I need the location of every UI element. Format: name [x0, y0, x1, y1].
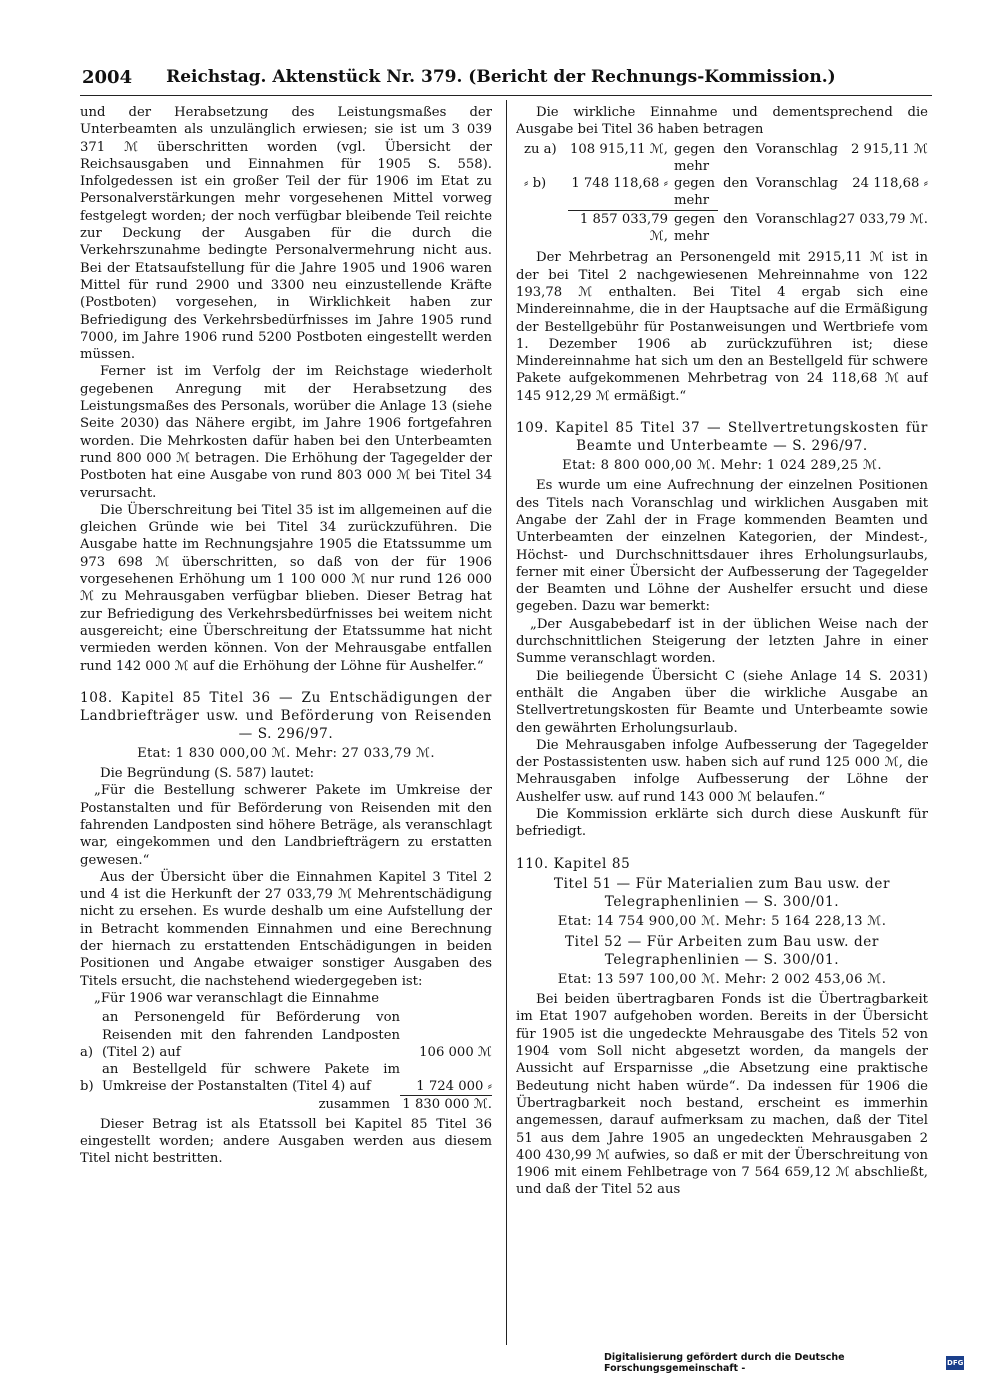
paragraph: Bei beiden übertragbaren Fonds ist die Übertragbarkeit im Etat 1907 aufgehoben worden. Bereits in der Übersicht für 1905 ist die ungedeckte Mehrausgabe des Titels 52 von 1904 vom Soll nicht abgesetzt worden, da mangels der Aussicht auf Ersparnisse „die Absetzung eine praktische Bedeutung nicht haben würde“. Da indessen für 1906 die Übertragbarkeit noch bestand, erscheint es immerhin angemessen, darauf aufmerksam zu machen, daß der Titel 51 aus dem Jahre 1905 an ungedeckten Mehrausgaben 2 400 430,99 ℳ aufwies, so daß er mit der Überschreitung von 1906 mit einem Fehlbetrage von 7 564 659,12 ℳ abschließt, und daß der Titel 52 aus [516, 992, 928, 1198]
right-column [516, 104, 928, 1344]
paragraph: Die Mehrausgaben infolge Aufbesserung der Tagegelder der Postassistenten usw. haben sich auf rund 125 000 ℳ, die Mehrausgaben infolge Aufbesserung der Löhne der Aushelfer usw. auf rund 143 000 ℳ belaufen.“ [516, 737, 928, 805]
paragraph: Ferner ist im Verfolg der im Reichstage wiederholt gegebenen Anregung mit der Herabsetzung des Leistungsmaßes des Personals, worüber die Anlage 13 (siehe Seite 2030) das Nähere ergibt, im Jahre 1906 fortgefahren worden. Die Mehrkosten dafür haben bei den Unterbeamten rund 800 000 ℳ betragen. Die Erhöhung der Tagegelder der Postboten hat eine Ausgabe von rund 803 000 ℳ bei Titel 34 verursacht. [80, 364, 492, 501]
actual-income-calc [524, 141, 928, 246]
calc-amount: 108 915,11 ℳ, [570, 141, 668, 157]
calc-label: zu a) [524, 141, 557, 157]
row-amount: 1 724 000 ⸗ [416, 1078, 492, 1094]
calc-total-diff: 27 033,79 ℳ. [838, 211, 928, 227]
row-text: an Bestellgeld für schwere Pakete im Umkreise der Postanstalten (Titel 4) auf [102, 1062, 400, 1095]
page-header [82, 62, 932, 92]
quotation: „Für die Bestellung schwerer Pakete im Umkreise der Postanstalten und für Beförderung von Reisenden mit den fahrenden Landposten sind höhere Beträge, als veranschlagt war, eingekommen und den Landbriefträgern zu erstatten gewesen.“ [80, 783, 492, 868]
paragraph: Die Kommission erklärte sich durch diese Auskunft für befriedigt. [516, 806, 928, 840]
section-110-title-52: Titel 52 — Für Arbeiten zum Bau usw. der Telegraphenlinien — S. 300/01. [564, 933, 880, 968]
section-110-title-51: Titel 51 — Für Materialien zum Bau usw. der Telegraphenlinien — S. 300/01. [553, 875, 891, 910]
quotation: „Der Ausgabebedarf ist in der üblichen Weise nach der durchschnittlichen Steigerung der letzten Jahre in einer Summe veranschlagt worden. [516, 616, 928, 667]
section-110-etat-52: Etat: 13 597 100,00 ℳ. Mehr: 2 002 453,06 ℳ. [557, 971, 887, 987]
table-row [80, 1009, 492, 1061]
section-108-etat: Etat: 1 830 000,00 ℳ. Mehr: 27 033,79 ℳ. [137, 745, 435, 761]
paragraph: Die Überschreitung bei Titel 35 ist im allgemeinen auf die gleichen Gründe wie bei Titel 34 zurückzuführen. Die Ausgabe hatte im Rechnungsjahre 1905 die Etatssumme um 973 698 ℳ überschritten, so daß von der für 1906 vorgesehenen Erhöhung um 1 100 000 ℳ nur rund 126 000 ℳ zu Mehrausgaben verfügbar blieben. Dieser Betrag hat zur Befriedigung des Verkehrsbedürfnisses bei weitem nicht ausgereicht; eine Überschreitung der Etatssumme hat nicht vermieden werden können. Von der Mehrausgabe entfallen rund 142 000 ℳ auf die Erhöhung der Löhne für Aushelfer.“ [80, 502, 492, 674]
calc-text: gegen den Voranschlag mehr [674, 141, 838, 174]
calc-total-amount: 1 857 033,79 ℳ, [579, 211, 668, 245]
table-row [80, 1061, 492, 1096]
paragraph: Die wirkliche Einnahme und dementsprechend die Ausgabe bei Titel 36 haben betragen [516, 105, 928, 138]
paragraph: Aus der Übersicht über die Einnahmen Kapitel 3 Titel 2 und 4 ist die Herkunft der 27 033,79 ℳ Mehrentschädigung nicht zu ersehen. Es wurde deshalb um eine Aufstellung der in Betracht kommenden Einnahmen und eine Berechnung der hiernach zu erstattenden Entschädigungen in beiden Positionen und Angabe etwaiger sonstiger Ausgaben des Titels ersucht, die nachstehend wiedergegeben ist: [80, 869, 492, 989]
section-110-etat-51: Etat: 14 754 900,00 ℳ. Mehr: 5 164 228,13 ℳ. [557, 913, 887, 929]
section-109-etat: Etat: 8 800 000,00 ℳ. Mehr: 1 024 289,25 ℳ. [562, 458, 882, 474]
running-title: Reichstag. Aktenstück Nr. 379. (Bericht der Rechnungs-Kommission.) [166, 67, 836, 87]
table-sum-row [80, 1096, 492, 1114]
sum-amount: 1 830 000 ℳ. [400, 1096, 492, 1114]
paragraph: Dieser Betrag ist als Etatssoll bei Kapitel 85 Titel 36 eingestellt worden; andere Ausgaben werden aus diesem Titel nicht bestritten. [80, 1116, 492, 1167]
credit-text: Digitalisierung gefördert durch die Deutsche Forschungsgemeinschaft - [604, 1352, 845, 1374]
sum-label: zusammen [318, 1097, 390, 1113]
estimate-table [80, 1009, 492, 1113]
row-amount: 106 000 ℳ [419, 1044, 492, 1060]
calc-diff: 24 118,68 ⸗ [852, 176, 928, 192]
calc-row [524, 141, 928, 176]
paragraph: und der Herabsetzung des Leistungsmaßes der Unterbeamten als unzulänglich erwiesen; sie ist um 3 039 371 ℳ überschritten worden (vgl. Übersicht der Reichsausgaben und Einnahmen für 1905 S. 558). Infolgedessen ist ein großer Teil der für 1906 im Etat zu Personalverstärkungen mehr vorgesehenen Mittel vorweg festgelegt worden; der noch verfügbar bleibende Teil reichte zur Deckung der Ausgaben für die durch die Verkehrszunahme bedingte Personalvermehrung nicht aus. Bei der Etatsaufstellung für die Jahre 1905 und 1906 waren Mittel für rund 2900 und 3300 neu einzustellende Kräfte (Postboten) vorgesehen, in Wirklichkeit haben zur Befriedigung des Verkehrsbedürfnisses im Jahre 1905 rund 7000, im Jahre 1906 rund 5200 Postboten eingestellt werden müssen. [80, 105, 492, 363]
calc-label: ⸗ b) [524, 176, 547, 192]
page-number: 2004 [82, 66, 133, 88]
calc-text: gegen den Voranschlag mehr [674, 176, 838, 209]
column-divider [506, 100, 507, 1345]
calc-amount: 1 748 118,68 ⸗ [571, 176, 668, 192]
left-column [80, 104, 492, 1344]
section-108-heading: 108. Kapitel 85 Titel 36 — Zu Entschädigungen der Landbriefträger usw. und Beförderung von Reisenden — S. 296/97. [80, 689, 492, 742]
paragraph: Der Mehrbetrag an Personengeld mit 2915,11 ℳ ist in der bei Titel 2 nachgewiesenen Mehreinnahme von 122 193,78 ℳ enthalten. Bei Titel 4 ergab sich eine Mindereinnahme, die in der Hauptsache auf die Ermäßigung der Bestellgebühr für Postanweisungen und Wertbriefe vom 1. Dezember 1906 ab zurückzuführen ist; diese Mindereinnahme hat sich um den an Bestellgeld für schwere Pakete aufgekommenen Mehrbetrag von 24 118,68 ℳ auf 145 912,29 ℳ ermäßigt.“ [516, 250, 928, 404]
section-109-heading: 109. Kapitel 85 Titel 37 — Stellvertretungskosten für Beamte und Unterbeamte — S. 296/97. [516, 420, 928, 455]
header-rule [80, 95, 932, 96]
calc-row [524, 175, 928, 210]
digitization-credit [604, 1354, 964, 1372]
paragraph: Die Begründung (S. 587) lautet: [100, 766, 315, 782]
row-label: b) [80, 1079, 94, 1095]
calc-total-row [524, 211, 928, 246]
dfg-logo-icon: DFG [946, 1356, 964, 1370]
paragraph: Die beiliegende Übersicht C (siehe Anlage 14 S. 2031) enthält die Angaben über die wirkliche Ausgabe an Stellvertretungskosten für Beamte und Unterbeamte sowie den gewährten Erholungsurlaub. [516, 668, 928, 736]
paragraph: Es wurde um eine Aufrechnung der einzelnen Positionen des Titels nach Voranschlag und wirklichen Ausgaben mit Angabe der Zahl der in Frage kommenden Beamten und Unterbeamten der einzelnen Kategorien, der Mindest-, Höchst- und Durchschnittsdauer ihres Erholungsurlaubs, ferner mit einer Übersicht der Aufbesserung der Tagegelder der Beamten und Löhne der Aushelfer ersucht und diese gegeben. Dazu war bemerkt: [516, 478, 928, 615]
calc-diff: 2 915,11 ℳ [850, 141, 928, 157]
row-text: an Personengeld für Beförderung von Reisenden mit den fahrenden Landposten (Titel 2) auf [102, 1010, 400, 1060]
row-label: a) [80, 1044, 94, 1060]
table-intro: „Für 1906 war veranschlagt die Einnahme [94, 990, 380, 1006]
calc-total-text: gegen den Voranschlag mehr [674, 211, 838, 245]
section-110-heading: 110. Kapitel 85 [516, 855, 631, 872]
